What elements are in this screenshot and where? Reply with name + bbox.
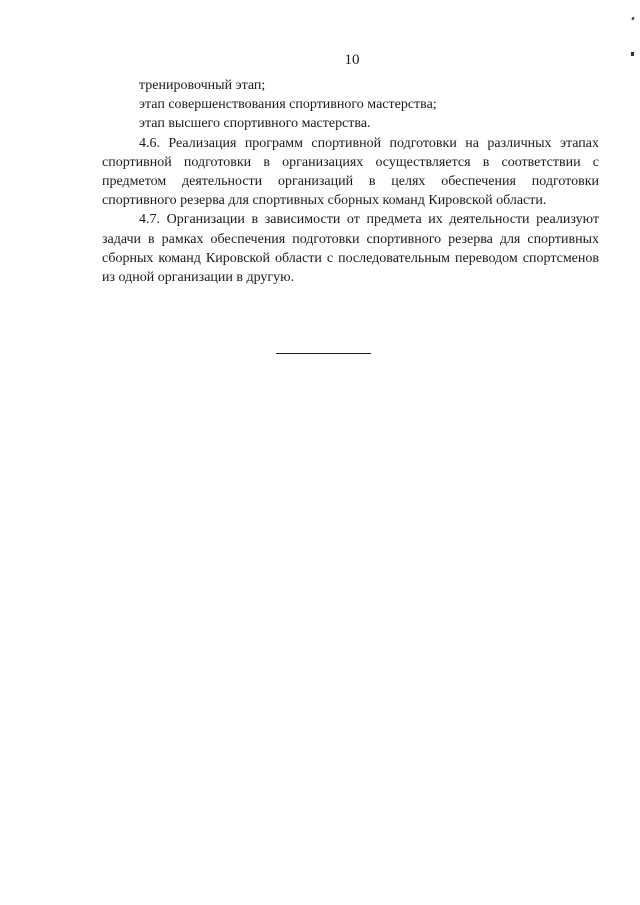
scan-mark [631, 52, 634, 56]
page-number: 10 [344, 52, 360, 68]
paragraph-4-7: 4.7. Организации в зависимости от предмета их деятельности реализуют задачи в рамках обеспечения подготовки спортивного резерва для спортивных сборных команд Кировской области с последовательным переводом спортсменов из одной организации в другую. [102, 212, 599, 286]
end-divider-line [276, 353, 371, 354]
list-item-higher-mastery-stage: этап высшего спортивного мастерства. [139, 116, 371, 132]
document-body [102, 76, 599, 287]
paragraph-4-6: 4.6. Реализация программ спортивной подготовки на различных этапах спортивной подготовки в организациях осуществляется в соответствии с предметом деятельности организаций в целях обеспечения подготовки спортивного резерва для спортивных сборных команд Кировской области. [102, 135, 599, 209]
list-item-improvement-stage: этап совершенствования спортивного мастерства; [139, 97, 437, 113]
scan-mark [631, 17, 634, 21]
list-item-training-stage: тренировочный этап; [139, 78, 266, 93]
